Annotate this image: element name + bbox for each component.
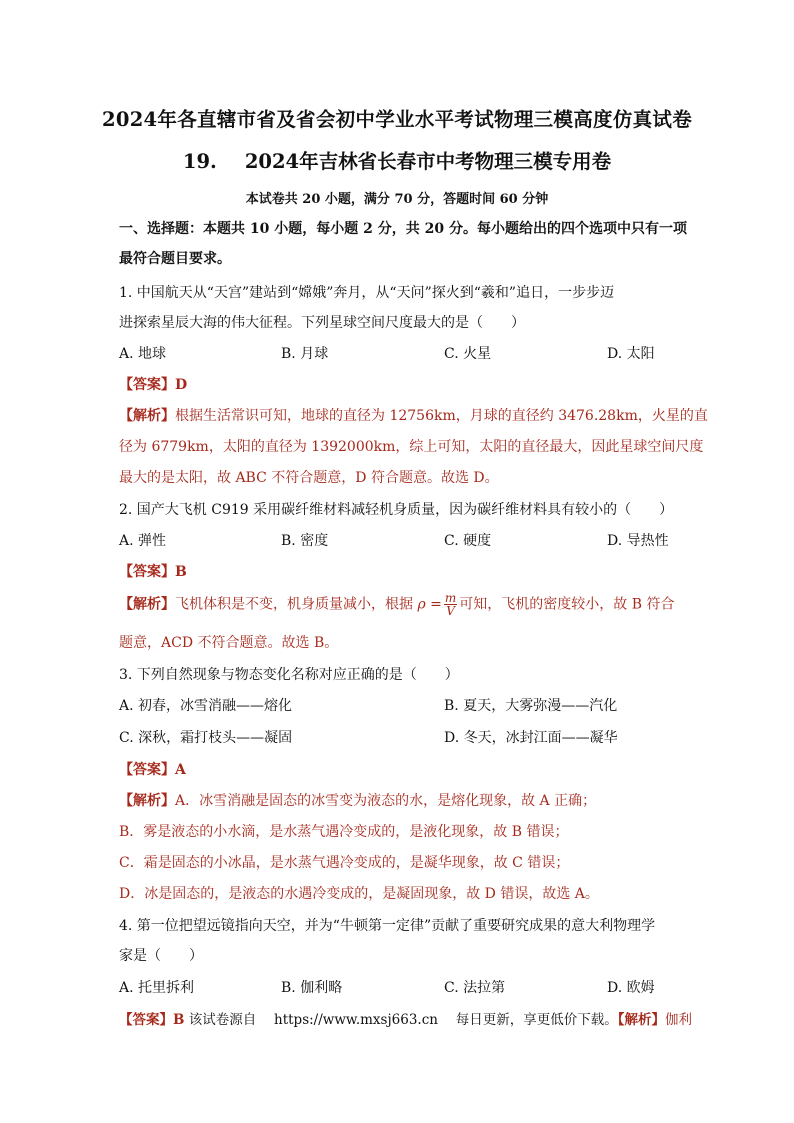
question-3-stem: 3. 下列自然现象与物态变化名称对应正确的是（ ） [119,667,459,683]
document-subtitle [0,146,794,174]
question-3-options-row2 [119,727,679,747]
question-1-analysis-cont: 径为 6779km，太阳的直径为 1392000km，综上可知，太阳的直径最大，因此星球空间尺度 [119,439,704,455]
question-2-analysis-cont: 题意，ACD 不符合题意。故选 B。 [119,635,339,651]
document-title: 2024年各直辖市省及省会初中学业水平考试物理三模高度仿真试卷 [101,108,693,131]
subtitle-number: 19. [182,150,217,173]
section-heading-cont: 最符合题目要求。 [119,251,231,267]
section-heading: 一、选择题：本题共 10 小题，每小题 2 分，共 20 分。每小题给出的四个选项中只有一项 [119,221,687,237]
question-3-analysis: 【解析】A．冰雪消融是固态的冰雪变为液态的水，是熔化现象，故 A 正确； [119,793,597,809]
option-a: A. 托里拆利 [119,980,195,996]
option-b: B. 伽利略 [281,980,343,996]
option-b: B. 夏天，大雾弥漫——汽化 [444,698,618,714]
question-1-stem: 1. 中国航天从“天宫”建站到“嫦娥”奔月，从“天问”探火到“羲和”追日，一步步迈 [119,285,615,301]
question-3-answer: 【答案】A [119,762,186,778]
option-b: B. 月球 [281,346,329,362]
option-b: B. 密度 [281,533,329,549]
option-c: C. 深秋，霜打枝头——凝固 [119,730,293,746]
question-3-analysis-b: B．雾是液态的小水滴，是水蒸气遇冷变成的，是液化现象，故 B 错误； [119,824,569,840]
question-3-options-row1 [119,695,679,715]
exam-info: 本试卷共 20 小题，满分 70 分，答题时间 60 分钟 [245,192,549,207]
question-4-stem-cont: 家是（ ） [119,948,203,964]
option-c: C. 火星 [444,346,492,362]
density-formula-fraction: $\frac{m}{V}$ [444,591,457,618]
question-1-stem-cont: 进探索星辰大海的伟大征程。下列星球空间尺度最大的是（ ） [119,315,525,331]
question-2-analysis: 【解析】飞机体积是不变，机身质量减小，根据 ρ = $\frac{m}{V}$ 可知，飞机的密度较小，故 B 符合 [119,591,675,618]
question-3-analysis-d: D．冰是固态的，是液态的水遇冷变成的，是凝固现象，故 D 错误，故选 A。 [119,886,599,902]
option-a: A. 弹性 [119,533,167,549]
source-note: 该试卷源自 https://www.mxsj663.cn 每日更新，享更低价下载。 [188,1012,618,1028]
option-d: D. 太阳 [607,346,655,362]
subtitle-text: 2024年吉林省长春市中考物理三模专用卷 [244,150,612,173]
option-d: D. 冬天，冰封江面——凝华 [444,730,618,746]
question-2-answer: 【答案】B [119,564,187,580]
option-a: A. 地球 [119,346,167,362]
question-3-analysis-c: C．霜是固态的小冰晶，是水蒸气遇冷变成的，是凝华现象，故 C 错误； [119,855,570,871]
option-a: A. 初春，冰雪消融——熔化 [119,698,293,714]
question-2-options [119,530,679,550]
question-1-options [119,343,679,363]
question-4-stem: 4. 第一位把望远镜指向天空，并为“牛顿第一定律”贡献了重要研究成果的意大利物理学 [119,918,656,934]
option-c: C. 硬度 [444,533,492,549]
question-4-options [119,977,679,997]
density-formula-lhs: ρ = [417,596,442,613]
option-d: D. 欧姆 [607,980,655,996]
question-4-answer-line: 【答案】B 该试卷源自 https://www.mxsj663.cn 每日更新，享更低价下载。【解析】伽利 [119,1012,693,1028]
question-2-stem: 2. 国产大飞机 C919 采用碳纤维材料减轻机身质量，因为碳纤维材料具有较小的（ ） [119,502,674,518]
option-c: C. 法拉第 [444,980,506,996]
question-1-answer: 【答案】D [119,377,188,393]
question-1-analysis-cont2: 最大的是太阳，故 ABC 不符合题意，D 符合题意。故选 D。 [119,470,499,486]
question-1-analysis: 【解析】根据生活常识可知，地球的直径为 12756km，月球的直径约 3476.28km，火星的直 [119,408,708,424]
option-d: D. 导热性 [607,533,669,549]
